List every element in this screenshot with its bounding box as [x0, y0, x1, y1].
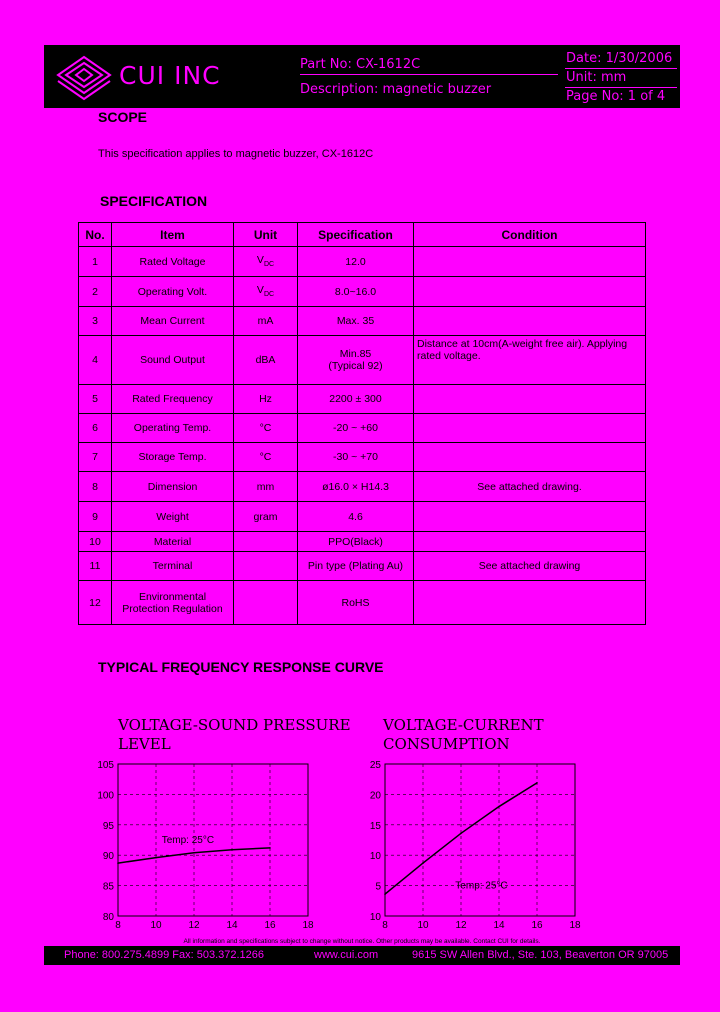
page-number: Page No: 1 of 4: [566, 89, 666, 104]
chart-title-line: LEVEL: [118, 735, 171, 753]
cell-condition: [414, 581, 646, 625]
cell-text: 1: [92, 255, 98, 268]
chart-title-current: [383, 716, 544, 754]
cell-text: 7: [92, 451, 98, 463]
cell-condition: [414, 414, 646, 443]
cell-text: Terminal: [152, 560, 193, 572]
current-chart: [355, 756, 625, 936]
cell-condition: [414, 443, 646, 472]
table-row: [79, 247, 646, 277]
cell-item: [112, 502, 234, 532]
footer-web[interactable]: www.cui.com: [314, 949, 379, 961]
cell-item: [112, 581, 234, 625]
cell-text: 4.6: [348, 510, 363, 523]
cell-text: 11: [89, 560, 101, 572]
cell-text: Storage Temp.: [138, 451, 207, 463]
company-name: CUI INC: [119, 61, 221, 90]
part-number: Part No: CX-1612C: [300, 57, 421, 72]
cell-spec: [298, 443, 414, 472]
cell-text: Min.85: [339, 348, 372, 360]
x-tick-label: 14: [226, 920, 238, 931]
y-tick-label: 20: [369, 790, 381, 802]
cell-spec: [298, 277, 414, 307]
cell-text: 10: [89, 535, 101, 548]
cell-text: Max. 35: [336, 315, 375, 327]
cell-text: PPO(Black): [328, 535, 383, 548]
cell-spec: [298, 414, 414, 443]
y-tick-label: 95: [102, 820, 114, 832]
x-tick-label: 16: [264, 920, 276, 931]
y-tick-label: 10: [369, 851, 381, 863]
table-row: [79, 385, 646, 414]
cell-spec: [298, 247, 414, 277]
cell-no: [79, 414, 112, 443]
unit: Unit: mm: [566, 70, 627, 85]
cell-text: (Typical 92): [328, 360, 383, 372]
cell-spec: [298, 336, 414, 385]
cell-text: gram: [253, 510, 278, 523]
y-tick-label: 100: [97, 790, 114, 802]
cell-text: Rated Voltage: [139, 255, 206, 268]
cell-text: Hz: [259, 393, 272, 405]
cell-no: [79, 502, 112, 532]
document-header: [44, 45, 680, 108]
x-tick-label: 10: [417, 920, 429, 931]
cell-text: Material: [153, 535, 192, 548]
cell-unit: [234, 552, 298, 581]
table-row: [79, 472, 646, 502]
cell-subscript: DC: [263, 261, 275, 269]
cell-subscript: DC: [263, 291, 275, 299]
cell-spec: [298, 307, 414, 336]
x-tick-label: 12: [188, 920, 200, 931]
cell-text: 2200 ± 300: [329, 393, 382, 405]
cell-text: Pin type (Plating Au): [307, 560, 404, 572]
data-point: [117, 862, 119, 864]
cell-condition: [414, 532, 646, 552]
x-tick-label: 18: [569, 920, 581, 931]
cell-condition: [414, 247, 646, 277]
x-tick-label: 18: [302, 920, 314, 931]
y-tick-label: 10: [369, 912, 381, 923]
cell-item: [112, 472, 234, 502]
cell-item: [112, 532, 234, 552]
footer-phone: Phone: 800.275.4899 Fax: 503.372.1266: [64, 949, 265, 961]
specification-heading: SPECIFICATION: [100, 193, 208, 209]
data-point: [231, 849, 233, 851]
cell-text: -20 ~ +60: [333, 422, 378, 434]
cell-unit: [234, 502, 298, 532]
cell-no: [79, 472, 112, 502]
cell-unit: [234, 336, 298, 385]
disclaimer: All information and specifications subject to change without notice. Other products may be available. Contact CUI for details.: [183, 938, 541, 945]
data-point: [384, 893, 386, 895]
cell-text: Sound Output: [140, 354, 205, 366]
cell-text: mm: [256, 480, 275, 493]
cell-text: °C: [259, 422, 272, 434]
cell-no: [79, 247, 112, 277]
cell-no: [79, 552, 112, 581]
cell-text: Protection Regulation: [122, 602, 223, 615]
chart-title-line: VOLTAGE-SOUND PRESSURE: [118, 716, 351, 734]
cell-item: [112, 443, 234, 472]
specification-table: [78, 222, 646, 625]
cell-item: [112, 552, 234, 581]
cell-item: [112, 307, 234, 336]
cell-condition: [414, 277, 646, 307]
cell-text: 4: [92, 354, 98, 366]
column-header: Item: [112, 223, 234, 247]
cell-text: °C: [259, 451, 272, 463]
cell-text: 12.0: [345, 255, 366, 268]
cell-text: Dimension: [147, 480, 198, 493]
y-tick-label: 25: [369, 760, 381, 771]
cell-text: Environmental: [138, 590, 207, 603]
table-row: [79, 336, 646, 385]
table-row: [79, 502, 646, 532]
x-tick-label: 14: [493, 920, 505, 931]
cell-unit: [234, 472, 298, 502]
cell-condition: [414, 502, 646, 532]
chart-title-line: CONSUMPTION: [383, 735, 510, 753]
y-tick-label: 85: [102, 881, 114, 893]
table-row: [79, 277, 646, 307]
cell-text: 6: [92, 422, 98, 434]
cell-text: Rated Frequency: [132, 393, 213, 405]
y-tick-label: 15: [369, 820, 381, 832]
column-header: Specification: [298, 223, 414, 247]
cell-no: [79, 336, 112, 385]
cell-item: [112, 414, 234, 443]
cell-condition: [414, 385, 646, 414]
chart-title-spl: [118, 716, 351, 754]
cell-unit: [234, 443, 298, 472]
cell-text: RoHS: [341, 596, 370, 609]
data-point: [460, 833, 462, 835]
spl-chart: [88, 756, 358, 936]
description: Description: magnetic buzzer: [300, 82, 492, 97]
cell-no: [79, 307, 112, 336]
data-point: [193, 852, 195, 854]
y-tick-label: 80: [102, 912, 114, 923]
cell-text: ø16.0 × H14.3: [322, 480, 389, 493]
cell-no: [79, 385, 112, 414]
scope-heading: SCOPE: [98, 109, 148, 125]
data-point: [498, 806, 500, 808]
table-row: [79, 532, 646, 552]
column-header: No.: [79, 223, 112, 247]
data-point: [422, 862, 424, 864]
table-row: [79, 443, 646, 472]
header-divider: [565, 87, 677, 88]
cell-text: Weight: [156, 510, 189, 523]
curve-heading: TYPICAL FREQUENCY RESPONSE CURVE: [98, 659, 384, 675]
y-tick-label: 5: [375, 881, 381, 893]
data-point: [155, 857, 157, 859]
x-tick-label: 10: [150, 920, 162, 931]
cell-text: dBA: [255, 354, 276, 366]
cell-item: [112, 336, 234, 385]
cell-spec: [298, 532, 414, 552]
cell-text: V: [256, 284, 264, 297]
y-tick-label: 90: [102, 851, 114, 863]
cell-spec: [298, 472, 414, 502]
cell-condition: [414, 552, 646, 581]
cell-unit: [234, 247, 298, 277]
cell-spec: [298, 502, 414, 532]
cell-text: Mean Current: [140, 315, 205, 327]
cell-unit: [234, 532, 298, 552]
data-point: [269, 847, 271, 849]
cell-text: Operating Temp.: [133, 422, 212, 434]
cell-text: 8: [92, 480, 98, 493]
cell-spec: [298, 581, 414, 625]
table-header-row: [79, 223, 646, 247]
cell-text: Operating Volt.: [137, 285, 208, 298]
x-tick-label: 12: [455, 920, 467, 931]
cell-unit: [234, 307, 298, 336]
plot-frame: [385, 764, 575, 916]
cell-text: mA: [257, 315, 274, 327]
cell-condition: [414, 472, 646, 502]
cell-condition: [414, 336, 646, 385]
cell-unit: [234, 414, 298, 443]
data-point: [536, 782, 538, 784]
cell-item: [112, 385, 234, 414]
cell-unit: [234, 581, 298, 625]
cell-unit: [234, 277, 298, 307]
cell-spec: [298, 385, 414, 414]
header-divider: [300, 74, 558, 75]
cui-logo-icon: [54, 53, 114, 101]
table-row: [79, 552, 646, 581]
cell-no: [79, 443, 112, 472]
cell-no: [79, 532, 112, 552]
table-row: [79, 581, 646, 625]
scope-text: This specification applies to magnetic buzzer, CX-1612C: [98, 148, 374, 160]
cell-text: -30 ~ +70: [333, 451, 378, 463]
x-tick-label: 8: [382, 920, 388, 931]
x-tick-label: 8: [115, 920, 121, 931]
document-footer: [44, 946, 680, 965]
cell-no: [79, 277, 112, 307]
cell-text: See attached drawing: [478, 560, 581, 572]
header-divider: [565, 68, 677, 69]
chart-title-line: VOLTAGE-CURRENT: [383, 716, 544, 734]
column-header: Condition: [414, 223, 646, 247]
cell-text: 9: [92, 510, 98, 523]
cell-item: [112, 277, 234, 307]
cell-item: [112, 247, 234, 277]
cell-unit: [234, 385, 298, 414]
cell-text: 8.0~16.0: [334, 285, 377, 298]
y-tick-label: 105: [97, 760, 114, 771]
cell-no: [79, 581, 112, 625]
cell-text: 12: [89, 596, 101, 609]
x-tick-label: 16: [531, 920, 543, 931]
cell-text: 2: [92, 285, 98, 298]
column-header: Unit: [234, 223, 298, 247]
chart-annotation: Temp: 25°C: [161, 835, 215, 847]
cell-text: 5: [92, 393, 98, 405]
cell-text: Distance at 10cm(A-weight free air). Applying rated voltage.: [417, 338, 628, 362]
table-row: [79, 414, 646, 443]
cell-text: 3: [92, 315, 98, 327]
cell-text: V: [256, 254, 264, 267]
date: Date: 1/30/2006: [566, 51, 673, 66]
chart-annotation: Temp: 25°C: [455, 880, 508, 892]
footer-address: 9615 SW Allen Blvd., Ste. 103, Beaverton OR 97005: [412, 949, 669, 961]
cell-condition: [414, 307, 646, 336]
cell-spec: [298, 552, 414, 581]
cell-text: See attached drawing.: [477, 480, 582, 493]
table-row: [79, 307, 646, 336]
